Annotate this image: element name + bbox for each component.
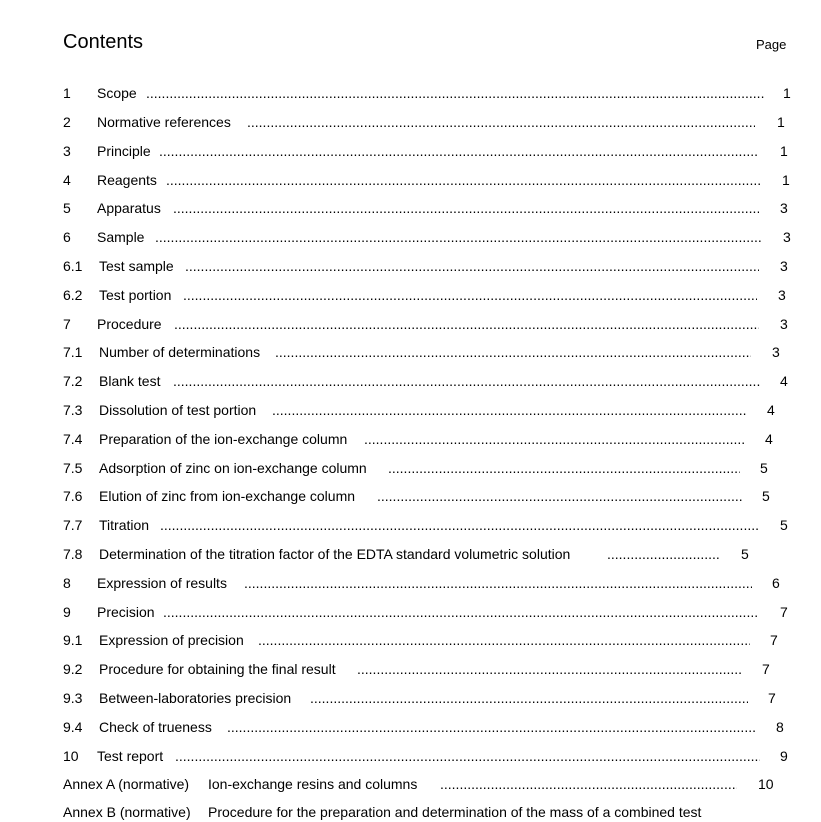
toc-entry-page: 3 [772,344,780,360]
toc-entry-title: Blank test [99,373,161,389]
toc-entry-page: 7 [762,661,770,677]
dot-leader [173,198,759,218]
dot-leader [166,170,762,190]
toc-entry[interactable] [63,314,793,334]
dot-leader [247,112,755,132]
toc-entry-title: Procedure [97,316,162,332]
toc-entry-number: 7.7 [63,517,83,533]
dot-leader [173,371,761,391]
toc-entry[interactable] [63,515,793,535]
toc-entry[interactable] [63,602,793,622]
toc-entry-number: 9.3 [63,690,83,706]
toc-entry-number: 7.6 [63,488,83,504]
toc-entry-title: Precision [97,604,155,620]
toc-entry[interactable] [63,198,793,218]
toc-entry-title: Normative references [97,114,231,130]
toc-entry[interactable] [63,371,793,391]
page-title: Contents [63,31,144,53]
dot-leader [175,746,760,766]
dot-leader [163,602,759,622]
toc-entry[interactable] [63,486,793,506]
toc-entry[interactable] [63,573,793,593]
toc-entry-title: Test report [97,748,164,764]
toc-entry-number: 7.1 [63,344,83,360]
toc-entry-number: Annex B (normative) [63,804,191,820]
toc-entry[interactable] [63,256,793,276]
toc-entry-page: 4 [767,402,775,418]
toc-entry-title: Preparation of the ion-exchange column [99,431,348,447]
toc-entry-title: Test sample [99,258,174,274]
dot-leader [272,400,746,420]
toc-entry[interactable] [63,141,793,161]
toc-entry[interactable] [63,112,793,132]
toc-entry-number: 9.2 [63,661,83,677]
toc-entry-page: 3 [778,287,786,303]
toc-entry-number: 7.8 [63,546,83,562]
toc-entry[interactable] [63,400,793,420]
toc-entry-title: Ion-exchange resins and columns [208,776,418,792]
toc-entry[interactable] [63,774,793,794]
toc-entry-page: 10 [758,776,774,792]
toc-entry-page: 6 [772,575,780,591]
toc-entry-number: 9.4 [63,719,83,735]
toc-entry-title: Number of determinations [99,344,261,360]
toc-entry-title: Procedure for the preparation and determination of the mass of a combined test [208,804,702,820]
toc-entry-page: 3 [780,200,788,216]
toc-entry[interactable] [63,688,793,708]
toc-entry[interactable] [63,544,793,564]
toc-entry-title: Dissolution of test portion [99,402,257,418]
toc-entry[interactable] [63,285,793,305]
toc-entry-page: 5 [780,517,788,533]
toc-entry-page: 5 [760,460,768,476]
toc-entry[interactable] [63,746,793,766]
toc-entry-number: 10 [63,748,79,764]
toc-entry[interactable] [63,429,793,449]
toc-entry-number: 4 [63,172,71,188]
toc-entry-title: Determination of the titration factor of the EDTA standard volumetric solution [99,546,571,562]
page-column-label: Page [756,37,787,52]
dot-leader [364,429,745,449]
toc-entry-title: Principle [97,143,151,159]
dot-leader [185,256,759,276]
toc-entry-page: 4 [765,431,773,447]
toc-entry-title: Scope [97,85,137,101]
toc-entry-page: 1 [782,172,790,188]
dot-leader [377,486,742,506]
dot-leader [258,630,750,650]
toc-entry-title: Adsorption of zinc on ion-exchange column [99,460,367,476]
toc-entry-page: 5 [741,546,749,562]
toc-entry-number: 7.2 [63,373,83,389]
toc-entry-page: 1 [777,114,785,130]
toc-entry-title: Check of trueness [99,719,212,735]
toc-entry-number: 9.1 [63,632,83,648]
toc-entry-title: Expression of precision [99,632,244,648]
toc-entry-page: 7 [780,604,788,620]
toc-entry-number: 7.5 [63,460,83,476]
toc-entry[interactable] [63,659,793,679]
toc-entry[interactable] [63,630,793,650]
toc-entry-page: 7 [770,632,778,648]
toc-entry-number: 6 [63,229,71,245]
toc-entry[interactable] [63,227,793,247]
dot-leader [440,774,737,794]
toc-entry-number: 1 [63,85,71,101]
toc-entry-page: 5 [762,488,770,504]
dot-leader [388,458,740,478]
dot-leader [310,688,748,708]
dot-leader [607,544,721,564]
toc-entry-page: 8 [776,719,784,735]
toc-entry[interactable] [63,83,793,103]
dot-leader [155,227,762,247]
toc-entry-title: Test portion [99,287,172,303]
toc-entry-number: Annex A (normative) [63,776,190,792]
toc-entry-number: 8 [63,575,71,591]
toc-entry-title: Procedure for obtaining the final result [99,661,336,677]
toc-entry[interactable] [63,802,793,822]
toc-entry-number: 5 [63,200,71,216]
dot-leader [160,515,759,535]
dot-leader [146,83,764,103]
toc-entry-page: 3 [783,229,791,245]
toc-entry-page: 7 [768,690,776,706]
toc-entry-title: Apparatus [97,200,161,216]
toc-entry-title: Reagents [97,172,157,188]
dot-leader [174,314,759,334]
toc-entry-page: 3 [780,316,788,332]
toc-entry-number: 6.1 [63,258,83,274]
toc-entry-number: 9 [63,604,71,620]
toc-entry-page: 1 [783,85,791,101]
toc-entry[interactable] [63,717,793,737]
dot-leader [227,717,757,737]
dot-leader [244,573,752,593]
toc-entry[interactable] [63,342,793,362]
dot-leader [357,659,742,679]
toc-entry-page: 3 [780,258,788,274]
toc-entry-page: 9 [780,748,788,764]
toc-entry-number: 6.2 [63,287,83,303]
toc-entry-number: 2 [63,114,71,130]
dot-leader [275,342,751,362]
toc-entry-number: 7.4 [63,431,83,447]
toc-entry-page: 4 [780,373,788,389]
toc-entry-number: 7 [63,316,71,332]
toc-entry-title: Elution of zinc from ion-exchange column [99,488,356,504]
dot-leader [159,141,758,161]
dot-leader [183,285,757,305]
toc-entry-title: Titration [99,517,150,533]
toc-entry[interactable] [63,170,793,190]
toc-entry-title: Between-laboratories precision [99,690,292,706]
toc-entry-number: 3 [63,143,71,159]
toc-entry-title: Sample [97,229,145,245]
toc-entry-number: 7.3 [63,402,83,418]
toc-entry-title: Expression of results [97,575,227,591]
toc-entry-page: 1 [780,143,788,159]
toc-entry[interactable] [63,458,793,478]
